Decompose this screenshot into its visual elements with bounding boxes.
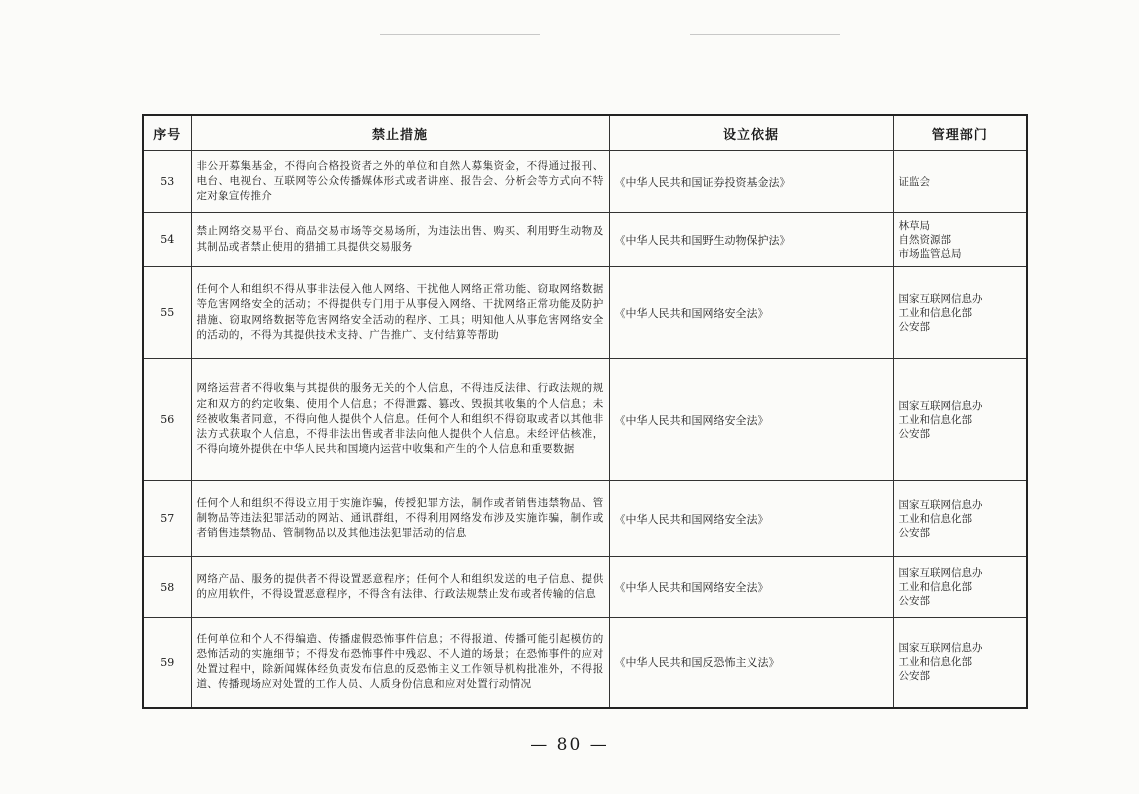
dept-name: 市场监管总局: [898, 247, 962, 260]
row-measure: 禁止网络交易平台、商品交易市场等交易场所，为违法出售、购买、利用野生动物及其制品或者禁止使用的猎捕工具提供交易服务: [191, 213, 609, 267]
page-number: — 80 —: [530, 735, 609, 755]
row-basis: 《中华人民共和国网络安全法》: [609, 481, 893, 557]
row-number: 59: [143, 618, 191, 708]
table-row: [143, 151, 1027, 213]
row-number: 53: [143, 151, 191, 213]
row-measure: 非公开募集基金，不得向合格投资者之外的单位和自然人募集资金，不得通过报刊、电台、电视台、互联网等公众传播媒体形式或者讲座、报告会、分析会等方式向不特定对象宣传推介: [191, 151, 609, 213]
table-row: [143, 267, 1027, 359]
row-dept: [893, 267, 1027, 359]
row-number: 58: [143, 557, 191, 618]
row-basis: 《中华人民共和国反恐怖主义法》: [609, 618, 893, 708]
header-basis: 设立依据: [609, 115, 893, 151]
row-dept: [893, 359, 1027, 481]
dept-name: 林草局: [898, 219, 930, 232]
scan-artifact: [690, 34, 840, 35]
prohibition-measures-table: [142, 114, 1028, 709]
table-row: [143, 213, 1027, 267]
row-basis: 《中华人民共和国网络安全法》: [609, 359, 893, 481]
row-number: 57: [143, 481, 191, 557]
row-dept: [893, 481, 1027, 557]
row-basis: 《中华人民共和国野生动物保护法》: [609, 213, 893, 267]
dept-name: 国家互联网信息办: [898, 642, 983, 655]
dept-name: 公安部: [898, 595, 930, 607]
dept-name: 工业和信息化部: [898, 306, 972, 319]
row-basis: 《中华人民共和国网络安全法》: [609, 267, 893, 359]
dept-name: 国家互联网信息办: [898, 567, 983, 579]
row-measure: 网络产品、服务的提供者不得设置恶意程序；任何个人和组织发送的电子信息、提供的应用软件，不得设置恶意程序，不得含有法律、行政法规禁止发布或者传输的信息: [191, 557, 609, 618]
table-row: [143, 359, 1027, 481]
dept-name: 自然资源部: [898, 233, 951, 246]
row-measure: 任何单位和个人不得编造、传播虚假恐怖事件信息；不得报道、传播可能引起模仿的恐怖活动的实施细节；不得发布恐怖事件中残忍、不人道的场景；在恐怖事件的应对处置过程中，除新闻媒体经负责发布信息的反恐怖主义工作领导机构批准外，不得报道、传播现场应对处置的工作人员、人质身份信息和应对处置行动情况: [191, 618, 609, 708]
row-measure: 任何个人和组织不得从事非法侵入他人网络、干扰他人网络正常功能、窃取网络数据等危害网络安全的活动；不得提供专门用于从事侵入网络、干扰网络正常功能及防护措施、窃取网络数据等危害网络安全活动的程序、工具；明知他人从事危害网络安全的活动的，不得为其提供技术支持、广告推广、支付结算等帮助: [191, 267, 609, 359]
header-dept: 管理部门: [893, 115, 1027, 151]
dept-name: 证监会: [898, 175, 930, 188]
row-number: 55: [143, 267, 191, 359]
dept-name: 公安部: [898, 670, 930, 683]
dept-name: 公安部: [898, 320, 930, 333]
dept-name: 工业和信息化部: [898, 413, 972, 426]
dept-name: 工业和信息化部: [898, 581, 972, 593]
row-dept: [893, 151, 1027, 213]
row-dept: [893, 213, 1027, 267]
dept-name: 国家互联网信息办: [898, 292, 983, 305]
table-row: [143, 557, 1027, 618]
dept-name: 工业和信息化部: [898, 656, 972, 669]
header-no: 序号: [143, 115, 191, 151]
dept-name: 工业和信息化部: [898, 512, 972, 525]
table-header-row: [143, 115, 1027, 151]
header-measure: 禁止措施: [191, 115, 609, 151]
dept-name: 国家互联网信息办: [898, 498, 983, 511]
row-dept: [893, 618, 1027, 708]
row-number: 54: [143, 213, 191, 267]
dept-name: 国家互联网信息办: [898, 399, 983, 412]
row-basis: 《中华人民共和国网络安全法》: [609, 557, 893, 618]
scan-artifact: [380, 34, 540, 35]
table-row: [143, 481, 1027, 557]
row-number: 56: [143, 359, 191, 481]
row-measure: 任何个人和组织不得设立用于实施诈骗，传授犯罪方法，制作或者销售违禁物品、管制物品等违法犯罪活动的网站、通讯群组，不得利用网络发布涉及实施诈骗，制作或者销售违禁物品、管制物品以及其他违法犯罪活动的信息: [191, 481, 609, 557]
dept-name: 公安部: [898, 526, 930, 539]
row-basis: 《中华人民共和国证券投资基金法》: [609, 151, 893, 213]
row-dept: [893, 557, 1027, 618]
row-measure: 网络运营者不得收集与其提供的服务无关的个人信息，不得违反法律、行政法规的规定和双方的约定收集、使用个人信息；不得泄露、篡改、毁损其收集的个人信息；未经被收集者同意，不得向他人提供个人信息。任何个人和组织不得窃取或者以其他非法方式获取个人信息，不得非法出售或者非法向他人提供个人信息。未经评估核准，不得向境外提供在中华人民共和国境内运营中收集和产生的个人信息和重要数据: [191, 359, 609, 481]
dept-name: 公安部: [898, 427, 930, 440]
table-row: [143, 618, 1027, 708]
